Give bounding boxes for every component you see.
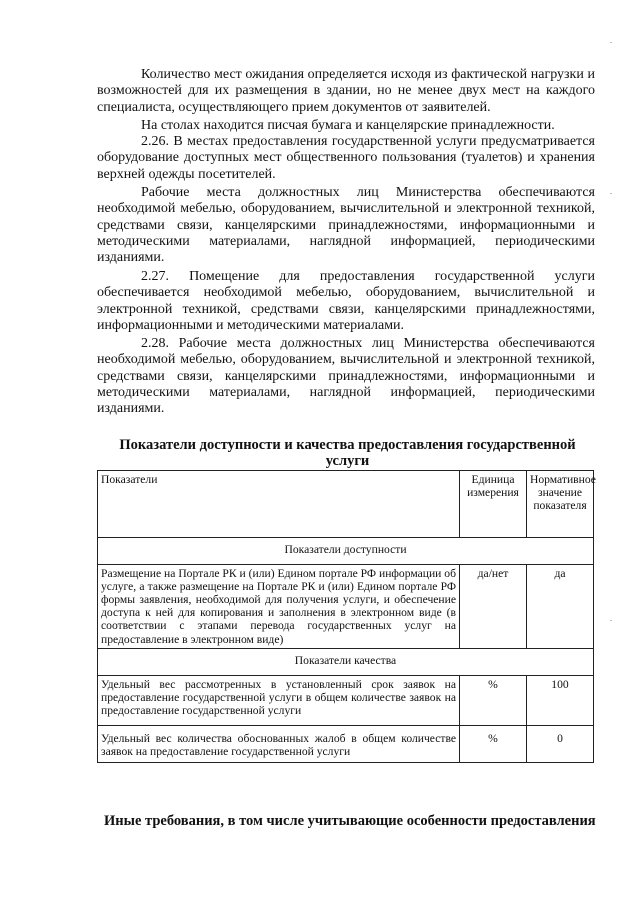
unit-cell: да/нет (460, 565, 527, 649)
section-label: Показатели качества (98, 648, 594, 675)
paragraph-2-28: 2.28. Рабочие места должностных лиц Министерства обеспечиваются необходимой мебелью, оборудованием, вычислительной и электронной техникой, средствами связи, канцелярскими принадлежностями, информационными и методическими материалами, наглядной информацией, периодическими изданиями. (97, 336, 595, 417)
section-label: Показатели доступности (98, 538, 594, 565)
header-indicator: Показатели (98, 471, 460, 538)
normative-cell: 100 (527, 675, 594, 725)
indicator-cell: Размещение на Портале РК и (или) Едином портале РФ информации об услуге, а также размещение на Портале РК и (или) Едином портале РФ формы заявления, необходимой для получения услуги, и обеспечение доступа к ней для копирования и заполнения в электронном виде (в соответствии с этапами перевода государственных услуг на предоставление в электронном виде) (98, 565, 460, 649)
indicator-cell: Удельный вес рассмотренных в установленный срок заявок на предоставление государственной услуги в общем количестве заявок на предоставление государственной услуги (98, 675, 460, 725)
normative-cell: 0 (527, 726, 594, 763)
header-normative: Нормативное значение показателя (527, 471, 594, 538)
section-row-quality (98, 648, 594, 675)
unit-cell: % (460, 726, 527, 763)
table-row (98, 726, 594, 763)
paragraph-waiting-places: Количество мест ожидания определяется исходя из фактической нагрузки и возможностей для их размещения в здании, но не менее двух мест на каждого специалиста, осуществляющего прием документов от заявителей. (97, 67, 595, 115)
paragraph-workplaces: Рабочие места должностных лиц Министерства обеспечиваются необходимой мебелью, оборудованием, вычислительной и электронной техникой, средствами связи, канцелярскими принадлежностями, информационными и методическими материалами, наглядной информацией, периодическими изданиями. (97, 185, 595, 266)
section-row-availability (98, 538, 594, 565)
paragraph-2-26: 2.26. В местах предоставления государственной услуги предусматривается оборудование доступных мест общественного пользования (туалетов) и хранения верхней одежды посетителей. (97, 134, 595, 182)
unit-cell: % (460, 675, 527, 725)
paragraph-stationery: На столах находится писчая бумага и канцелярские принадлежности. (141, 118, 555, 133)
scan-edge-mark (610, 620, 612, 621)
table-row (98, 675, 594, 725)
header-unit: Единица измерения (460, 471, 527, 538)
table-header-row (98, 471, 594, 538)
indicators-table (97, 470, 594, 763)
normative-cell: да (527, 565, 594, 649)
paragraph-2-27: 2.27. Помещение для предоставления государственной услуги обеспечивается необходимой мебелью, оборудованием, вычислительной и электронной техникой, средствами связи, канцелярскими принадлежностями, информационными и методическими материалами. (97, 269, 595, 333)
scan-edge-mark (610, 193, 612, 194)
section-title: Показатели доступности и качества предоставления государственной услуги (119, 437, 576, 469)
scan-edge-mark (610, 42, 612, 43)
indicator-cell: Удельный вес количества обоснованных жалоб в общем количестве заявок на предоставление государственной услуги (98, 726, 460, 763)
table-row (98, 565, 594, 649)
next-section-heading: Иные требования, в том числе учитывающие особенности предоставления (104, 813, 596, 829)
